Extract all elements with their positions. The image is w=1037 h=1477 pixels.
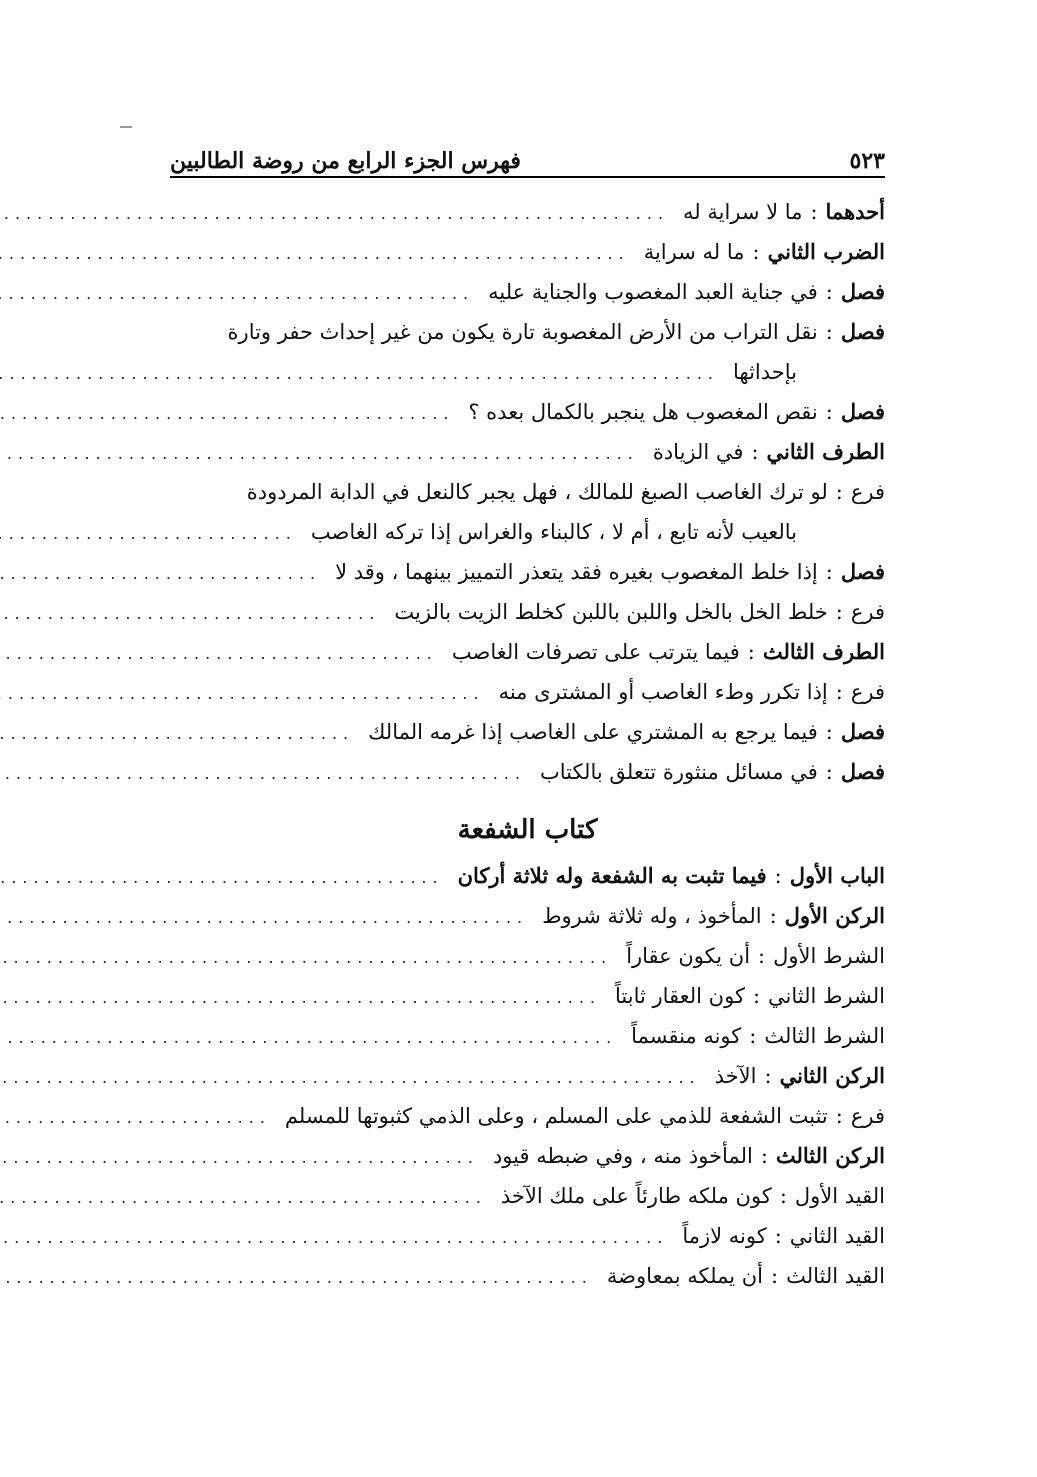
toc-row (170, 552, 885, 592)
toc-separator: : (825, 400, 833, 424)
dot-leader (0, 234, 644, 274)
toc-row (170, 392, 885, 432)
toc-text: فيما يترتب على تصرفات الغاصب (451, 640, 740, 664)
toc-text: بإحداثها (732, 360, 797, 384)
toc-text: نقل التراب من الأرض المغصوبة تارة يكون من غير إحداث حفر وتارة (227, 320, 818, 344)
toc-row (170, 1016, 885, 1056)
header-page-number: ٥٢٣ (849, 148, 885, 174)
dot-leader (0, 1258, 607, 1298)
toc-text: أن يملكه بمعاوضة (606, 1264, 764, 1288)
toc-label: الطرف الثالث (762, 639, 885, 664)
toc-label: القيد الثاني (789, 1224, 885, 1248)
toc-separator: : (835, 680, 843, 704)
toc-text: فيما تثبت به الشفعة وله ثلاثة أركان (457, 863, 767, 888)
toc-row (170, 632, 885, 672)
toc-row-continued (170, 512, 885, 552)
toc-row (170, 1176, 885, 1216)
toc-text: إذا خلط المغصوب بغيره فقد يتعذر التمييز بينهما ، وقد لا (335, 560, 818, 584)
toc-separator: : (758, 944, 766, 968)
toc-separator: : (752, 240, 760, 264)
toc-label: القيد الأول (794, 1184, 885, 1208)
toc-row (170, 432, 885, 472)
toc-row (170, 592, 885, 632)
dot-leader (0, 1178, 501, 1218)
dot-leader (0, 554, 335, 594)
toc-section-shufa (170, 804, 885, 1296)
toc-separator: : (835, 480, 843, 504)
toc-label: الباب الأول (789, 863, 885, 888)
toc-label: الشرط الثالث (764, 1024, 885, 1048)
toc-label: الركن الثالث (775, 1143, 885, 1168)
dot-leader (0, 274, 488, 314)
toc-label: الشرط الثاني (768, 984, 885, 1008)
dot-leader (0, 1058, 715, 1098)
toc-text: في جناية العبد المغصوب والجناية عليه (488, 280, 818, 304)
toc-row (170, 192, 885, 232)
toc-row (170, 472, 885, 512)
toc-separator: : (825, 720, 833, 744)
toc-label: الطرف الثاني (766, 439, 885, 464)
toc-text: كون ملكه طارئاً على ملك الآخذ (500, 1184, 772, 1208)
dot-leader (0, 978, 615, 1018)
toc-text: في مسائل منثورة تتعلق بالكتاب (539, 760, 818, 784)
toc-text: الآخذ (714, 1064, 757, 1088)
toc-text: تثبت الشفعة للذمي على المسلم ، وعلى الذمي كثبوتها للمسلم (284, 1104, 828, 1128)
toc-separator: : (774, 864, 782, 888)
toc-separator: : (747, 640, 755, 664)
toc-text: فيما يرجع به المشتري على الغاصب إذا غرمه المالك (368, 720, 818, 744)
dot-leader (0, 1218, 682, 1258)
dot-leader (0, 674, 499, 714)
section-title: كتاب الشفعة (457, 815, 598, 845)
header-title: فهرس الجزء الرابع من روضة الطالبين (170, 148, 521, 174)
toc-text: أن يكون عقاراً (626, 944, 751, 968)
toc-separator: : (769, 904, 777, 928)
toc-label: فصل (840, 759, 885, 784)
toc-label: أحدهما (825, 199, 885, 224)
toc-text: ما له سراية (643, 240, 745, 264)
toc-separator: : (760, 1144, 768, 1168)
toc-row (170, 1056, 885, 1096)
toc-text: المأخوذ منه ، وفي ضبطه قيود (492, 1144, 753, 1168)
toc-text: إذا تكرر وطء الغاصب أو المشترى منه (498, 680, 828, 704)
dot-leader (0, 1098, 285, 1138)
toc-text: نقص المغصوب هل ينجبر بالكمال بعده ؟ (468, 400, 818, 424)
toc-row (170, 896, 885, 936)
toc-row (170, 312, 885, 352)
toc-label: فرع (850, 1104, 885, 1128)
toc-label: الشرط الأول (773, 944, 885, 968)
toc-label: الركن الثاني (779, 1063, 885, 1088)
dot-leader (0, 898, 542, 938)
toc-row (170, 1136, 885, 1176)
toc-separator: : (825, 320, 833, 344)
toc-separator: : (825, 280, 833, 304)
toc-text: المأخوذ ، وله ثلاثة شروط (542, 904, 762, 928)
toc-label: فصل (840, 399, 885, 424)
dot-leader (0, 1018, 631, 1058)
toc-row (170, 232, 885, 272)
toc-text: لو ترك الغاصب الصبغ للمالك ، فهل يجبر كالنعل في الدابة المردودة (246, 480, 828, 504)
toc-separator: : (825, 760, 833, 784)
toc-separator: : (749, 1024, 757, 1048)
toc-separator: : (825, 560, 833, 584)
dot-leader (0, 714, 368, 754)
toc-label: فصل (840, 719, 885, 744)
dot-leader (0, 858, 458, 898)
toc-label: فصل (840, 319, 885, 344)
toc-text: ما لا سراية له (683, 200, 803, 224)
dot-leader (0, 1138, 493, 1178)
toc-label: القيد الثالث (786, 1264, 885, 1288)
toc-label: فصل (840, 279, 885, 304)
toc-text: كونه لازماً (682, 1224, 767, 1248)
toc-row (170, 272, 885, 312)
toc-row (170, 712, 885, 752)
dot-leader (0, 754, 540, 794)
toc-separator: : (771, 1264, 779, 1288)
toc-row-continued (170, 352, 885, 392)
dot-leader (0, 594, 394, 634)
dot-leader (0, 514, 311, 554)
toc-label: فرع (850, 600, 885, 624)
toc-separator: : (752, 984, 761, 1008)
dot-leader (0, 354, 733, 394)
toc-separator: : (764, 1064, 772, 1088)
toc-row (170, 1096, 885, 1136)
toc-separator: : (779, 1184, 787, 1208)
toc-text: كونه منقسماً (631, 1024, 742, 1048)
toc-label: فرع (850, 480, 885, 504)
toc-label: فصل (840, 559, 885, 584)
toc-separator: : (835, 600, 843, 624)
toc-label: الضرب الثاني (767, 239, 885, 264)
dot-leader (0, 194, 683, 234)
toc-text: خلط الخل بالخل واللبن باللبن كخلط الزيت بالزيت (394, 600, 828, 624)
toc-separator: : (774, 1224, 782, 1248)
dot-leader (0, 938, 626, 978)
toc-row (170, 936, 885, 976)
scan-mark (120, 126, 132, 128)
toc-separator: : (810, 200, 818, 224)
dot-leader (0, 434, 653, 474)
toc-row (170, 672, 885, 712)
toc-section-ghasb (170, 192, 885, 792)
page-header (170, 130, 885, 174)
toc-label: الركن الأول (784, 903, 885, 928)
toc-separator: : (751, 440, 759, 464)
dot-leader (0, 634, 452, 674)
toc-row (170, 752, 885, 792)
toc-row (170, 1216, 885, 1256)
toc-label: فرع (850, 680, 885, 704)
toc-text: بالعيب لأنه تابع ، أم لا ، كالبناء والغراس إذا تركه الغاصب (310, 520, 797, 544)
header-rule (170, 176, 885, 178)
toc-text: كون العقار ثابتاً (614, 984, 745, 1008)
toc-row (170, 856, 885, 896)
toc-separator: : (835, 1104, 843, 1128)
dot-leader (0, 394, 468, 434)
toc-row (170, 1256, 885, 1296)
toc-row (170, 976, 885, 1016)
toc-text: في الزيادة (652, 440, 744, 464)
